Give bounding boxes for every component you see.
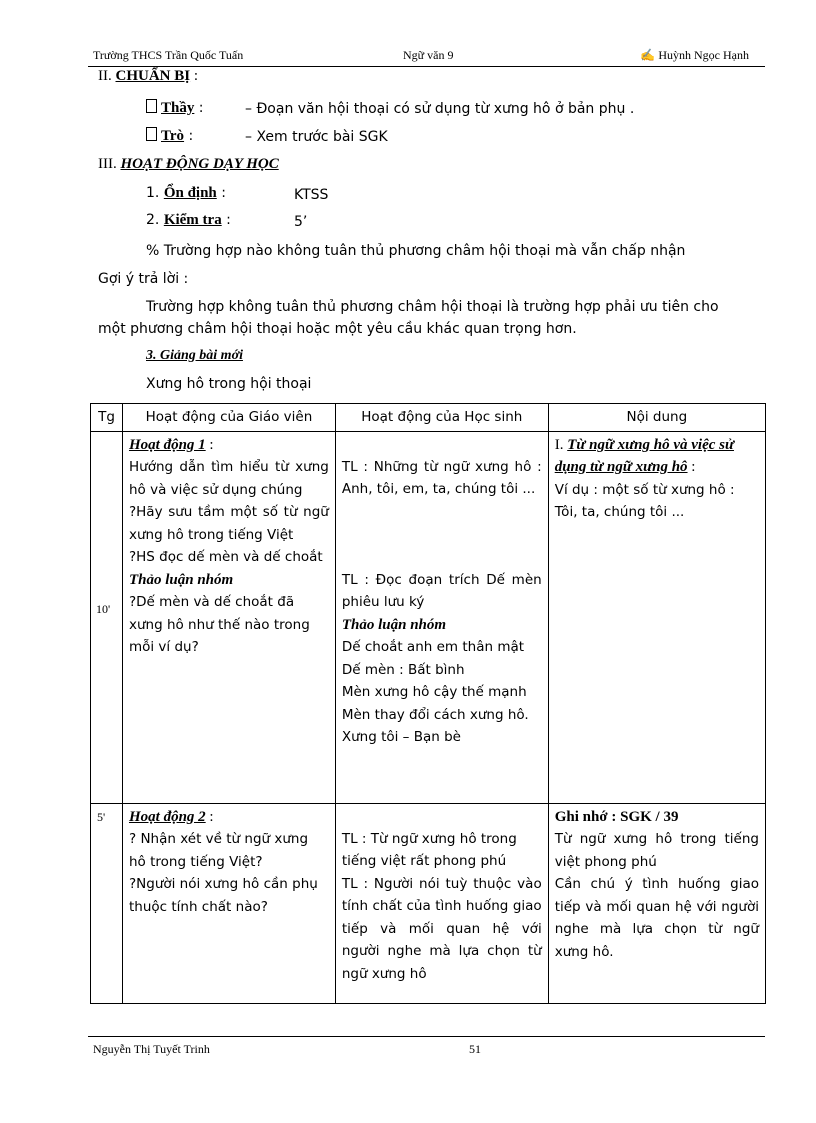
header-student-activity: Hoạt động của Học sinh [335, 404, 548, 432]
row-1-teacher: Hoạt động 1 : Hướng dẫn tìm hiểu từ xưng hô và việc sử dụng chúng ?Hãy sưu tầm một số từ ngữ xưng hô trong tiếng Việt ?HS đọc dế mèn và dế choắt Thảo luận nhóm ?Dế mèn và dế choắt đã xưng hô như thế nào trong mỗi ví dụ? [122, 431, 335, 803]
header-teacher-activity: Hoạt động của Giáo viên [122, 404, 335, 432]
header-teacher: ✍ Huỳnh Ngọc Hạnh [640, 48, 749, 62]
table-row [91, 431, 766, 803]
item-2-line: 2. Kiểm tra : [146, 212, 231, 228]
lesson-table [90, 403, 766, 1004]
remember-label: Ghi nhớ [554, 808, 608, 825]
content-1-title: Từ ngữ xưng hô và việc sử dụng từ ngữ xưng hô [554, 436, 734, 475]
header-school: Trường THCS Trần Quốc Tuấn [93, 48, 244, 62]
lesson-title: Xưng hô trong hội thoại [146, 376, 312, 392]
section-3-title: HOẠT ĐỘNG DẠY HỌC [120, 156, 279, 172]
answer-line-1: Trường hợp không tuân thủ phương châm hội thoại là trường hợp phải ưu tiên cho [146, 299, 719, 315]
prep-teacher-text: – Đoạn văn hội thoại có sử dụng từ xưng hô ở bản phụ . [245, 101, 635, 117]
table-row [91, 803, 766, 1003]
section-2-heading: II. CHUẨN BỊ : [98, 68, 199, 84]
row-2-time: 5' [91, 803, 123, 1003]
row-1-content: I. Từ ngữ xưng hô và việc sử dụng từ ngữ xưng hô : Ví dụ : một số từ xưng hô : Tôi, ta, chúng tôi ... [548, 431, 765, 803]
footer-divider [88, 1036, 765, 1037]
prep-teacher-line: Thầy : [146, 99, 204, 117]
prep-teacher-label: Thầy [161, 100, 195, 116]
item-1-line: 1. Ổn định : [146, 185, 226, 201]
header-content: Nội dung [548, 404, 765, 432]
checkbox-bullet-icon [146, 127, 157, 141]
header-subject: Ngữ văn 9 [403, 48, 454, 62]
page-number: 51 [469, 1042, 481, 1056]
section-3-heading: III. HOẠT ĐỘNG DẠY HỌC [98, 156, 279, 172]
review-question: % Trường hợp nào không tuân thủ phương châm hội thoại mà vẫn chấp nhận [146, 243, 686, 259]
prep-student-label: Trò [161, 128, 185, 144]
item-1-value: KTSS [294, 187, 329, 203]
activity-2-title: Hoạt động 2 [128, 808, 206, 825]
checkbox-bullet-icon [146, 99, 157, 113]
item-3-heading: 3. Giảng bài mới [146, 348, 243, 363]
item-2-value: 5’ [294, 214, 308, 230]
row-2-teacher: Hoạt động 2 : ? Nhận xét về từ ngữ xưng hô trong tiếng Việt? ?Người nói xưng hô cần phụ thuộc tính chất nào? [122, 803, 335, 1003]
prep-student-text: – Xem trước bài SGK [245, 129, 388, 145]
section-2-title: CHUẨN BỊ [115, 68, 191, 84]
row-2-student: TL : Từ ngữ xưng hô trong tiếng việt rất phong phú TL : Người nói tuỳ thuộc vào tính chất của tình huống giao tiếp và mối quan hệ với người nghe mà lựa chọn từ ngữ xưng hô [335, 803, 548, 1003]
item-2-label: Kiểm tra [163, 212, 222, 228]
item-1-label: Ổn định [163, 185, 217, 201]
header-tg: Tg [91, 404, 123, 432]
answer-line-2: một phương châm hội thoại hoặc một yêu cầu khác quan trọng hơn. [98, 321, 577, 337]
row-1-time: 10' [91, 431, 123, 803]
footer-author: Nguyễn Thị Tuyết Trinh [93, 1042, 210, 1056]
table-header-row [91, 404, 766, 432]
header-divider [88, 66, 765, 67]
row-1-student: TL : Những từ ngữ xưng hô : Anh, tôi, em, ta, chúng tôi ... TL : Đọc đoạn trích Dế mèn phiêu lưu ký Thảo luận nhóm Dế choắt anh em thân mật Dế mèn : Bất bình Mèn xưng hô cậy thế mạnh Mèn thay đổi cách xưng hô. Xưng tôi – Bạn bè [335, 431, 548, 803]
prep-student-line: Trò : [146, 127, 193, 145]
activity-1-title: Hoạt động 1 [128, 436, 206, 453]
hint-label: Gợi ý trả lời : [98, 271, 189, 287]
row-2-content: Ghi nhớ : SGK / 39 Từ ngữ xưng hô trong tiếng việt phong phú Cần chú ý tình huống giao tiếp và mối quan hệ với người nghe mà lựa chọn từ ngữ xưng hô. [548, 803, 765, 1003]
